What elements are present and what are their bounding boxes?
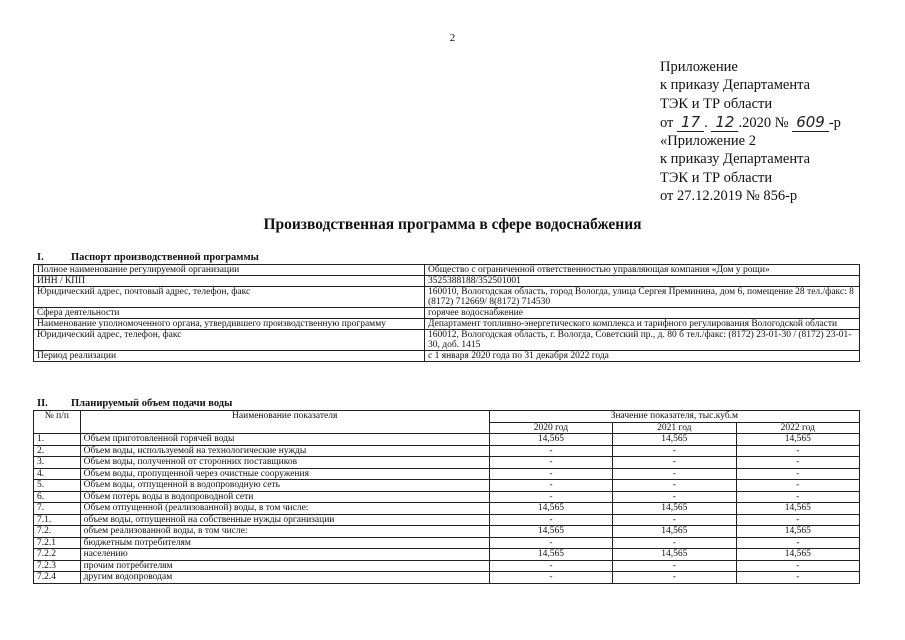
row-value-2020: 14,565: [489, 526, 612, 538]
section-1-number: I.: [37, 252, 44, 263]
row-number: 7.2.2: [34, 549, 81, 561]
row-value-2021: 14,565: [613, 549, 736, 561]
passport-table: [33, 264, 860, 362]
row-value-2022: -: [736, 491, 859, 503]
row-value-2021: -: [613, 445, 736, 457]
row-number: 7.2.1: [34, 537, 81, 549]
appendix-line-8: от 27.12.2019 № 856-р: [660, 188, 798, 205]
water-volume-table: [33, 410, 860, 584]
passport-label: ИНН / КПП: [34, 276, 425, 287]
passport-label: Сфера деятельности: [34, 308, 425, 319]
passport-label: Юридический адрес, почтовый адрес, телефон, факс: [34, 287, 425, 308]
row-indicator-name: другим водопроводам: [80, 572, 489, 584]
row-value-2022: -: [736, 457, 859, 469]
table-row: [34, 514, 860, 526]
row-value-2022: -: [736, 560, 859, 572]
appendix-line-6: к приказу Департамента: [660, 151, 811, 168]
table-row: [34, 457, 860, 469]
row-value-2021: -: [613, 537, 736, 549]
row-indicator-name: прочим потребителям: [80, 560, 489, 572]
table-row: [34, 445, 860, 457]
passport-row: [34, 330, 860, 351]
header-indicator-name: Наименование показателя: [80, 411, 489, 434]
row-indicator-name: бюджетным потребителям: [80, 537, 489, 549]
table-row: [34, 560, 860, 572]
row-value-2021: -: [613, 514, 736, 526]
table-row: [34, 434, 860, 446]
row-value-2022: -: [736, 537, 859, 549]
row-indicator-name: Объем воды, используемой на технологические нужды: [80, 445, 489, 457]
row-value-2020: -: [489, 445, 612, 457]
header-year-2021: 2021 год: [613, 422, 736, 434]
passport-value: Департамент топливно-энергетического комплекса и тарифного регулирования Вологодской области: [425, 319, 860, 330]
passport-label: Наименование уполномоченного органа, утвердившего производственную программу: [34, 319, 425, 330]
row-value-2022: 14,565: [736, 549, 859, 561]
row-number: 3.: [34, 457, 81, 469]
row-value-2020: 14,565: [489, 434, 612, 446]
passport-row: [34, 308, 860, 319]
appendix-line-4: [660, 113, 900, 132]
row-indicator-name: Объем приготовленной горячей воды: [80, 434, 489, 446]
row-value-2020: -: [489, 468, 612, 480]
passport-label: Полное наименование регулируемой организации: [34, 265, 425, 276]
row-number: 7.: [34, 503, 81, 515]
handwritten-month: 12: [711, 113, 738, 132]
table-row: [34, 503, 860, 515]
handwritten-order-number: 609: [792, 113, 829, 132]
row-value-2022: -: [736, 514, 859, 526]
section-2-title: Планируемый объем подачи воды: [71, 398, 233, 409]
passport-value: 3525388188/352501001: [425, 276, 860, 287]
appendix-block: [660, 58, 900, 205]
section-2-number: II.: [37, 398, 48, 409]
row-value-2020: -: [489, 491, 612, 503]
appendix-date-sep: .: [704, 114, 708, 131]
page-number: 2: [449, 32, 456, 44]
row-value-2021: -: [613, 457, 736, 469]
header-year-2020: 2020 год: [489, 422, 612, 434]
row-number: 7.1.: [34, 514, 81, 526]
passport-label: Юридический адрес, телефон, факс: [34, 330, 425, 351]
row-value-2021: 14,565: [613, 526, 736, 538]
table-row: [34, 526, 860, 538]
row-number: 7.2.3: [34, 560, 81, 572]
row-value-2021: -: [613, 560, 736, 572]
row-indicator-name: объем воды, отпущенной на собственные нужды организации: [80, 514, 489, 526]
row-value-2021: -: [613, 480, 736, 492]
row-value-2022: 14,565: [736, 503, 859, 515]
header-indicator-value: Значение показателя, тыс.куб.м: [489, 411, 859, 423]
row-indicator-name: Объем воды, полученной от сторонних поставщиков: [80, 457, 489, 469]
appendix-line-1: Приложение: [660, 59, 738, 75]
row-value-2022: -: [736, 572, 859, 584]
row-indicator-name: Объем воды, пропущенной через очистные сооружения: [80, 468, 489, 480]
row-value-2020: -: [489, 480, 612, 492]
row-value-2020: -: [489, 514, 612, 526]
row-number: 5.: [34, 480, 81, 492]
passport-row: [34, 276, 860, 287]
row-value-2022: -: [736, 445, 859, 457]
section-2-heading: [33, 398, 232, 409]
row-value-2022: 14,565: [736, 434, 859, 446]
row-value-2021: 14,565: [613, 434, 736, 446]
passport-value: 160012, Вологодская область, г. Вологда, Советский пр., д. 80 б тел./факс: (8172) 23-01-30 / (8172) 23-01-30, доб. 1415: [425, 330, 860, 351]
row-value-2022: -: [736, 468, 859, 480]
row-number: 4.: [34, 468, 81, 480]
row-number: 1.: [34, 434, 81, 446]
row-value-2021: -: [613, 572, 736, 584]
passport-value: горячее водоснабжение: [425, 308, 860, 319]
appendix-line-5: «Приложение 2: [660, 133, 756, 150]
row-number: 7.2.4: [34, 572, 81, 584]
row-value-2020: 14,565: [489, 549, 612, 561]
table-row: [34, 480, 860, 492]
row-indicator-name: населению: [80, 549, 489, 561]
appendix-date-prefix: от: [660, 114, 674, 131]
appendix-order-suffix: -р: [828, 114, 841, 131]
row-indicator-name: Объем отпущенной (реализованной) воды, в том числе:: [80, 503, 489, 515]
row-number: 6.: [34, 491, 81, 503]
passport-value: Общество с ограниченной ответственностью управляющая компания «Дом у рощи»: [425, 265, 860, 276]
section-1-title: Паспорт производственной программы: [71, 252, 259, 263]
section-1-heading: [33, 252, 259, 263]
table-row: [34, 549, 860, 561]
appendix-line-2: к приказу Департамента: [660, 77, 811, 94]
table-row: [34, 537, 860, 549]
row-value-2020: -: [489, 457, 612, 469]
passport-row: [34, 265, 860, 276]
row-value-2020: -: [489, 537, 612, 549]
row-value-2020: -: [489, 560, 612, 572]
row-value-2022: -: [736, 480, 859, 492]
row-value-2021: -: [613, 468, 736, 480]
table-row: [34, 572, 860, 584]
header-number: № п/п: [34, 411, 81, 434]
row-value-2020: 14,565: [489, 503, 612, 515]
row-value-2020: -: [489, 572, 612, 584]
row-indicator-name: Объем потерь воды в водопроводной сети: [80, 491, 489, 503]
passport-label: Период реализации: [34, 351, 425, 362]
document-title: Производственная программа в сфере водоснабжения: [263, 216, 642, 233]
row-indicator-name: объем реализованной воды, в том числе:: [80, 526, 489, 538]
passport-row: [34, 319, 860, 330]
passport-value: 160010, Вологодская область, город Вологда, улица Сергея Преминина, дом 6, помещение 28 тел./факс: 8 (8172) 712669/ 8(8172) 714530: [425, 287, 860, 308]
passport-value: с 1 января 2020 года по 31 декабря 2022 года: [425, 351, 860, 362]
passport-row: [34, 287, 860, 308]
appendix-date-year: .2020 №: [738, 114, 789, 131]
table-row: [34, 468, 860, 480]
appendix-line-3: ТЭК и ТР области: [660, 95, 773, 112]
table-row: [34, 491, 860, 503]
row-indicator-name: Объем воды, отпущенной в водопроводную сеть: [80, 480, 489, 492]
row-value-2021: 14,565: [613, 503, 736, 515]
handwritten-day: 17: [677, 113, 704, 132]
header-year-2022: 2022 год: [736, 422, 859, 434]
passport-row: [34, 351, 860, 362]
row-number: 7.2.: [34, 526, 81, 538]
row-value-2022: 14,565: [736, 526, 859, 538]
row-number: 2.: [34, 445, 81, 457]
appendix-line-7: ТЭК и ТР области: [660, 169, 773, 186]
row-value-2021: -: [613, 491, 736, 503]
